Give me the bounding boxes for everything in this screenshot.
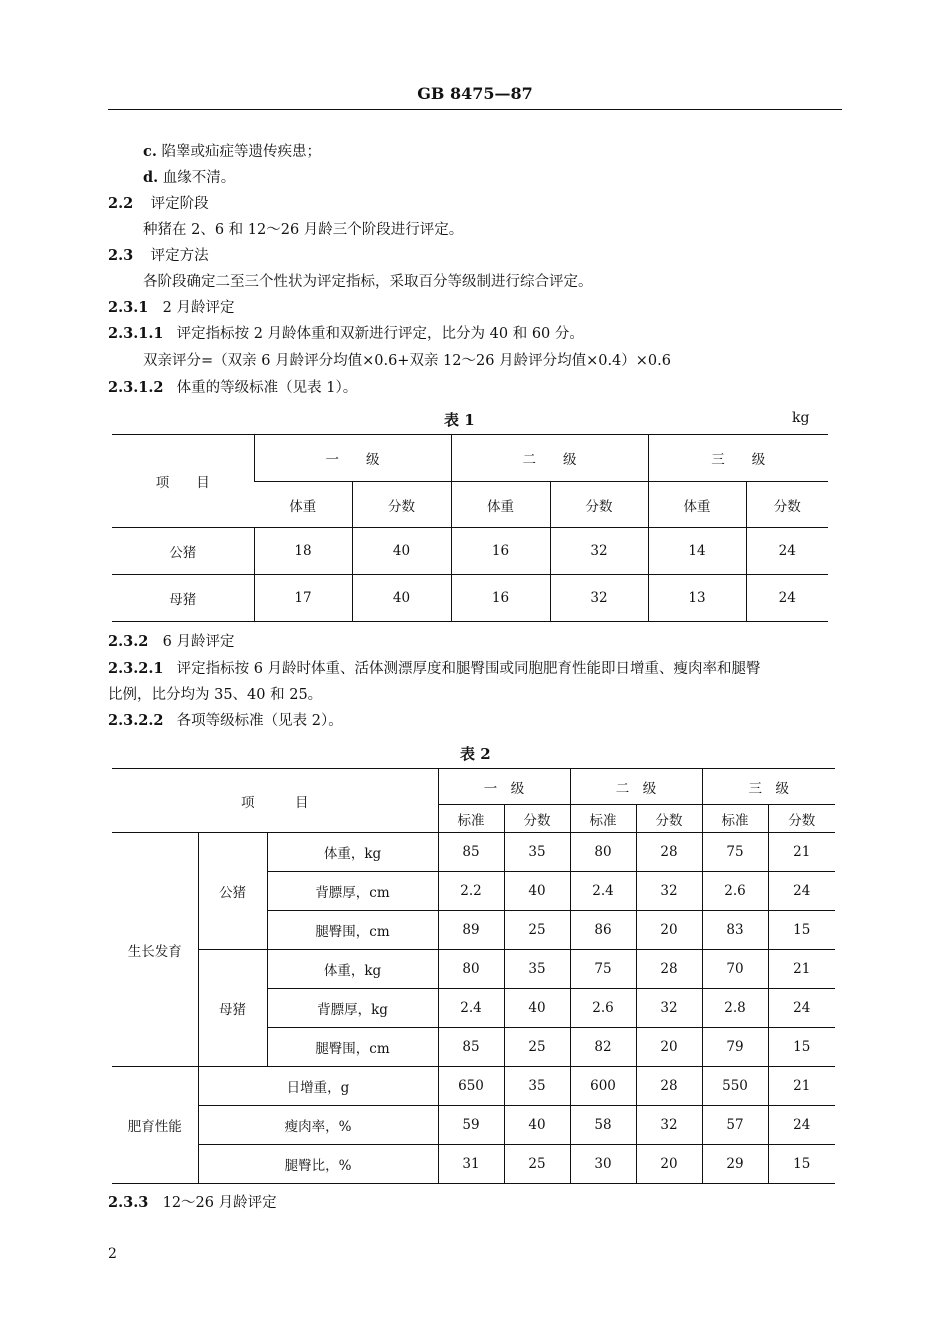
section-number: 2.3.2.2 — [108, 712, 164, 729]
table-cell: 35 — [504, 833, 570, 872]
table-cell: 85 — [438, 833, 504, 872]
table-cell: 59 — [438, 1106, 504, 1145]
row-label: 腿臀围，cm — [267, 911, 438, 950]
section-2-3-body: 各阶段确定二至三个性状为评定指标，采取百分等级制进行综合评定。 — [143, 274, 593, 290]
table-cell: 58 — [570, 1106, 636, 1145]
group-fattening: 肥育性能 — [112, 1067, 198, 1184]
table-cell: 70 — [702, 950, 768, 989]
row-label: 母猪 — [112, 575, 254, 622]
table1 — [112, 434, 828, 622]
table-cell: 30 — [570, 1145, 636, 1184]
table-cell: 79 — [702, 1028, 768, 1067]
table-cell: 89 — [438, 911, 504, 950]
table-cell: 86 — [570, 911, 636, 950]
table1-grade-1: 一 级 — [254, 435, 451, 482]
table-cell: 2.4 — [438, 989, 504, 1028]
table1-subheader: 分数 — [550, 482, 648, 528]
table-cell: 29 — [702, 1145, 768, 1184]
table-cell: 21 — [768, 833, 835, 872]
table-cell: 35 — [504, 1067, 570, 1106]
table-cell: 18 — [254, 528, 352, 575]
table-cell: 15 — [768, 1028, 835, 1067]
table2-grade-1: 一 级 — [438, 769, 570, 805]
table2-caption: 表 2 — [460, 745, 491, 763]
section-title: 6 月龄评定 — [162, 634, 235, 650]
table1-item-header: 项 目 — [112, 435, 254, 528]
table-cell: 14 — [648, 528, 746, 575]
table1-subheader: 体重 — [648, 482, 746, 528]
table-cell: 13 — [648, 575, 746, 622]
item-c-text: 陷睾或疝症等遗传疾患； — [161, 144, 321, 160]
section-title: 2 月龄评定 — [162, 300, 235, 316]
table-cell: 20 — [636, 1145, 702, 1184]
section-2-3-1-2 — [108, 378, 357, 398]
table1-subheader: 体重 — [451, 482, 550, 528]
table-cell: 17 — [254, 575, 352, 622]
table-cell: 16 — [451, 528, 550, 575]
table-cell: 32 — [550, 575, 648, 622]
table-cell: 32 — [550, 528, 648, 575]
row-label: 背膘厚，kg — [267, 989, 438, 1028]
section-text: 各项等级标准（见表 2）。 — [176, 713, 343, 729]
group-growth: 生长发育 — [112, 833, 198, 1067]
section-title: 12～26 月龄评定 — [162, 1195, 277, 1211]
table-cell: 16 — [451, 575, 550, 622]
section-text: 体重的等级标准（见表 1）。 — [176, 380, 358, 396]
table2-subheader: 分数 — [636, 805, 702, 833]
table-cell: 25 — [504, 1145, 570, 1184]
section-number: 2.3.3 — [108, 1194, 149, 1211]
table1-caption: 表 1 — [444, 411, 475, 429]
table2 — [112, 768, 835, 1184]
section-2-2-body: 种猪在 2、6 和 12～26 月龄三个阶段进行评定。 — [143, 222, 464, 238]
table2-subheader: 标准 — [438, 805, 504, 833]
table-cell: 57 — [702, 1106, 768, 1145]
section-number: 2.3.1.1 — [108, 325, 164, 342]
table-cell: 2.6 — [570, 989, 636, 1028]
section-title: 评定方法 — [150, 248, 209, 264]
section-number: 2.3 — [108, 247, 134, 264]
formula-line: 双亲评分=（双亲 6 月龄评分均值×0.6+双亲 12～26 月龄评分均值×0.4）×0.6 — [143, 353, 671, 369]
table2-header-row — [112, 769, 835, 805]
row-label: 体重，kg — [267, 833, 438, 872]
row-label: 日增重，g — [198, 1067, 438, 1106]
section-number: 2.3.1.2 — [108, 379, 164, 396]
table-cell: 31 — [438, 1145, 504, 1184]
table-cell: 75 — [702, 833, 768, 872]
table-cell: 40 — [352, 575, 451, 622]
section-2-3-1 — [108, 298, 234, 318]
table-cell: 40 — [504, 872, 570, 911]
table-cell: 15 — [768, 1145, 835, 1184]
table-cell: 28 — [636, 950, 702, 989]
table-cell: 32 — [636, 1106, 702, 1145]
section-2-3 — [108, 246, 209, 266]
table-cell: 24 — [768, 1106, 835, 1145]
row-label: 腿臀围，cm — [267, 1028, 438, 1067]
section-2-3-1-1 — [108, 324, 584, 344]
item-d-text: 血缘不清。 — [162, 170, 236, 186]
header-rule — [108, 109, 842, 110]
table-cell: 32 — [636, 989, 702, 1028]
table-cell: 2.8 — [702, 989, 768, 1028]
table-cell: 24 — [768, 989, 835, 1028]
table-cell: 550 — [702, 1067, 768, 1106]
table-cell: 24 — [746, 575, 828, 622]
table1-unit: kg — [792, 410, 810, 426]
table1-subheader: 分数 — [352, 482, 451, 528]
row-label: 背膘厚，cm — [267, 872, 438, 911]
table1-header-row — [112, 435, 828, 482]
item-d — [143, 168, 235, 188]
table-cell: 21 — [768, 950, 835, 989]
page-header: GB 8475—87 — [417, 84, 533, 103]
table-cell: 24 — [768, 872, 835, 911]
table2-grade-3: 三 级 — [702, 769, 835, 805]
table-cell: 15 — [768, 911, 835, 950]
table-row — [112, 575, 828, 622]
table-cell: 24 — [746, 528, 828, 575]
table2-subheader: 标准 — [702, 805, 768, 833]
table-cell: 25 — [504, 1028, 570, 1067]
section-2-3-3 — [108, 1193, 277, 1213]
table-row — [112, 833, 835, 872]
section-text: 评定指标按 6 月龄时体重、活体测漂厚度和腿臀围或同胞肥育性能即日增重、瘦肉率和腿臀 — [176, 661, 761, 677]
table-cell: 85 — [438, 1028, 504, 1067]
section-title: 评定阶段 — [150, 196, 209, 212]
table-cell: 83 — [702, 911, 768, 950]
page-number: 2 — [108, 1246, 117, 1262]
sub-group-sow: 母猪 — [198, 950, 267, 1067]
table2-subheader: 分数 — [768, 805, 835, 833]
table2-grade-2: 二 级 — [570, 769, 702, 805]
sub-group-boar: 公猪 — [198, 833, 267, 950]
section-number: 2.3.2.1 — [108, 660, 164, 677]
table-cell: 600 — [570, 1067, 636, 1106]
table1-subheader: 体重 — [254, 482, 352, 528]
table-row — [112, 1145, 835, 1184]
table-cell: 82 — [570, 1028, 636, 1067]
table-cell: 2.6 — [702, 872, 768, 911]
table-row — [112, 1067, 835, 1106]
table-cell: 80 — [570, 833, 636, 872]
item-c-label: c. — [143, 143, 157, 160]
section-2-3-2 — [108, 632, 234, 652]
row-label: 瘦肉率，% — [198, 1106, 438, 1145]
row-label: 腿臀比，% — [198, 1145, 438, 1184]
table-cell: 80 — [438, 950, 504, 989]
table-cell: 2.4 — [570, 872, 636, 911]
item-d-label: d. — [143, 169, 159, 186]
table-cell: 32 — [636, 872, 702, 911]
section-number: 2.3.2 — [108, 633, 149, 650]
table1-subheader: 分数 — [746, 482, 828, 528]
table-row — [112, 528, 828, 575]
table-cell: 35 — [504, 950, 570, 989]
table-cell: 20 — [636, 911, 702, 950]
section-number: 2.2 — [108, 195, 134, 212]
section-2-3-2-2 — [108, 711, 343, 731]
table-cell: 40 — [352, 528, 451, 575]
section-text: 评定指标按 2 月龄体重和双新进行评定，比分为 40 和 60 分。 — [176, 326, 584, 342]
table-cell: 75 — [570, 950, 636, 989]
section-number: 2.3.1 — [108, 299, 149, 316]
table-cell: 650 — [438, 1067, 504, 1106]
table-cell: 40 — [504, 1106, 570, 1145]
item-c — [143, 142, 321, 162]
section-2-3-2-1 — [108, 659, 761, 679]
table2-subheader: 分数 — [504, 805, 570, 833]
table-cell: 28 — [636, 1067, 702, 1106]
section-2-2 — [108, 194, 209, 214]
table-row — [112, 950, 835, 989]
table-cell: 20 — [636, 1028, 702, 1067]
table-cell: 25 — [504, 911, 570, 950]
table-cell: 40 — [504, 989, 570, 1028]
table-cell: 28 — [636, 833, 702, 872]
table1-grade-3: 三 级 — [648, 435, 828, 482]
row-label: 公猪 — [112, 528, 254, 575]
table1-grade-2: 二 级 — [451, 435, 648, 482]
table-cell: 21 — [768, 1067, 835, 1106]
table2-subheader: 标准 — [570, 805, 636, 833]
table-cell: 2.2 — [438, 872, 504, 911]
section-2-3-2-1-cont: 比例，比分均为 35、40 和 25。 — [108, 687, 323, 703]
table2-item-header: 项 目 — [112, 769, 438, 833]
table-row — [112, 1106, 835, 1145]
row-label: 体重，kg — [267, 950, 438, 989]
